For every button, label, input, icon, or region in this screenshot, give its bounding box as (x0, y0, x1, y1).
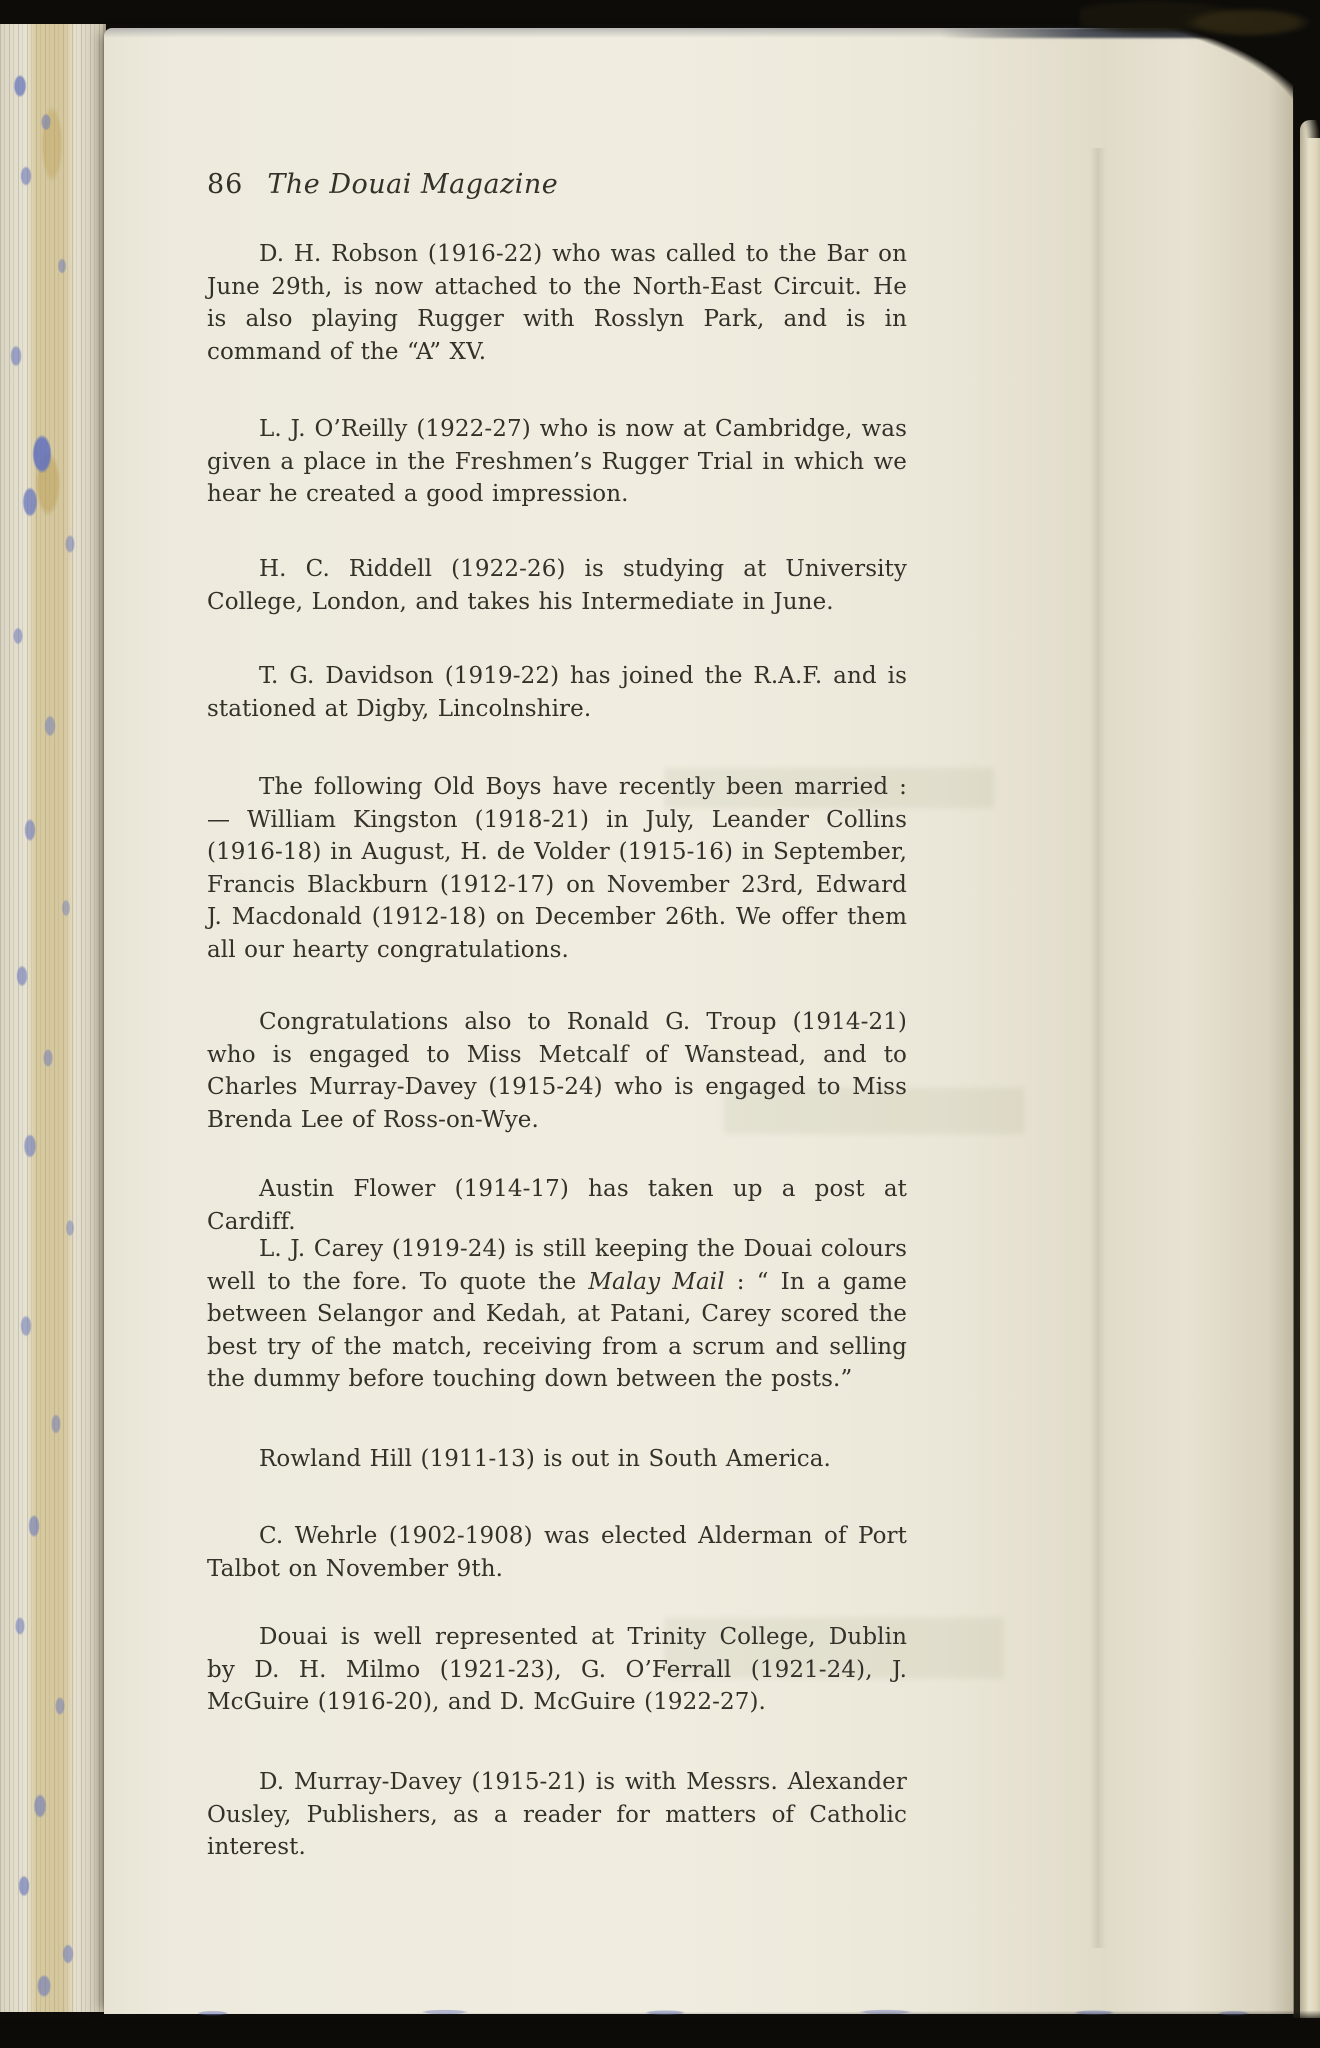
page-number: 86 (207, 169, 244, 200)
paragraph-riddell: H. C. Riddell (1922-26) is studying at University College, London, and takes his Intermediate in June. (207, 556, 907, 615)
bottom-shadow-band (0, 2018, 1320, 2048)
carey-text-after: : “ In a game between Selangor and Kedah, at Patani, Carey scored the best try of the match, receiving from a scrum and selling the dummy before touching down between the posts.” (207, 1268, 907, 1392)
paragraph-oreilly: L. J. O’Reilly (1922-27) who is now at Cambridge, was given a place in the Freshmen’s Rugger Trial in which we hear he created a good impression. (207, 416, 907, 507)
paragraph-wehrle: C. Wehrle (1902-1908) was elected Alderman of Port Talbot on November 9th. (207, 1523, 907, 1582)
paragraph-trinity: Douai is well represented at Trinity College, Dublin by D. H. Milmo (1921-23), G. O’Ferrall (1921-24), J. McGuire (1916-20), and D. McGuire (1922-27). (207, 1624, 907, 1715)
paragraph-carey (207, 1233, 907, 1396)
paragraph-robson: D. H. Robson (1916-22) who was called to the Bar on June 29th, is now attached to the North-East Circuit. He is also playing Rugger with Rosslyn Park, and is in command of the “A” XV. (207, 241, 907, 365)
journal-title: The Douai Magazine (267, 169, 559, 200)
malay-mail-title: Malay Mail (588, 1268, 725, 1295)
running-head (207, 170, 907, 200)
paragraph-flower: Austin Flower (1914-17) has taken up a post at Cardiff. (207, 1176, 907, 1235)
paragraph-engagements: Congratulations also to Ronald G. Troup (1914-21) who is engaged to Miss Metcalf of Wanstead, and to Charles Murray-Davey (1915-24) who is engaged to Miss Brenda Lee of Ross-on-Wye. (207, 1009, 907, 1133)
paragraph-davidson: T. G. Davidson (1919-22) has joined the R.A.F. and is stationed at Digby, Lincolnshire. (207, 663, 907, 722)
paragraph-murray-davey: D. Murray-Davey (1915-21) is with Messrs. Alexander Ousley, Publishers, as a reader for matters of Catholic interest. (207, 1769, 907, 1860)
paragraph-marriages: The following Old Boys have recently been married :— William Kingston (1918-21) in July, Leander Collins (1916-18) in August, H. de Volder (1915-16) in September, Francis Blackburn (1912-17) on November 23rd, Edward J. Macdonald (1912-18) on December 26th. We offer them all our hearty congratulations. (207, 774, 907, 963)
paragraph-hill: Rowland Hill (1911-13) is out in South America. (259, 1446, 831, 1472)
carey-text-before: L. J. Carey (1919-24) is still keeping the Douai colours well to the fore. To quote the (207, 1236, 907, 1295)
